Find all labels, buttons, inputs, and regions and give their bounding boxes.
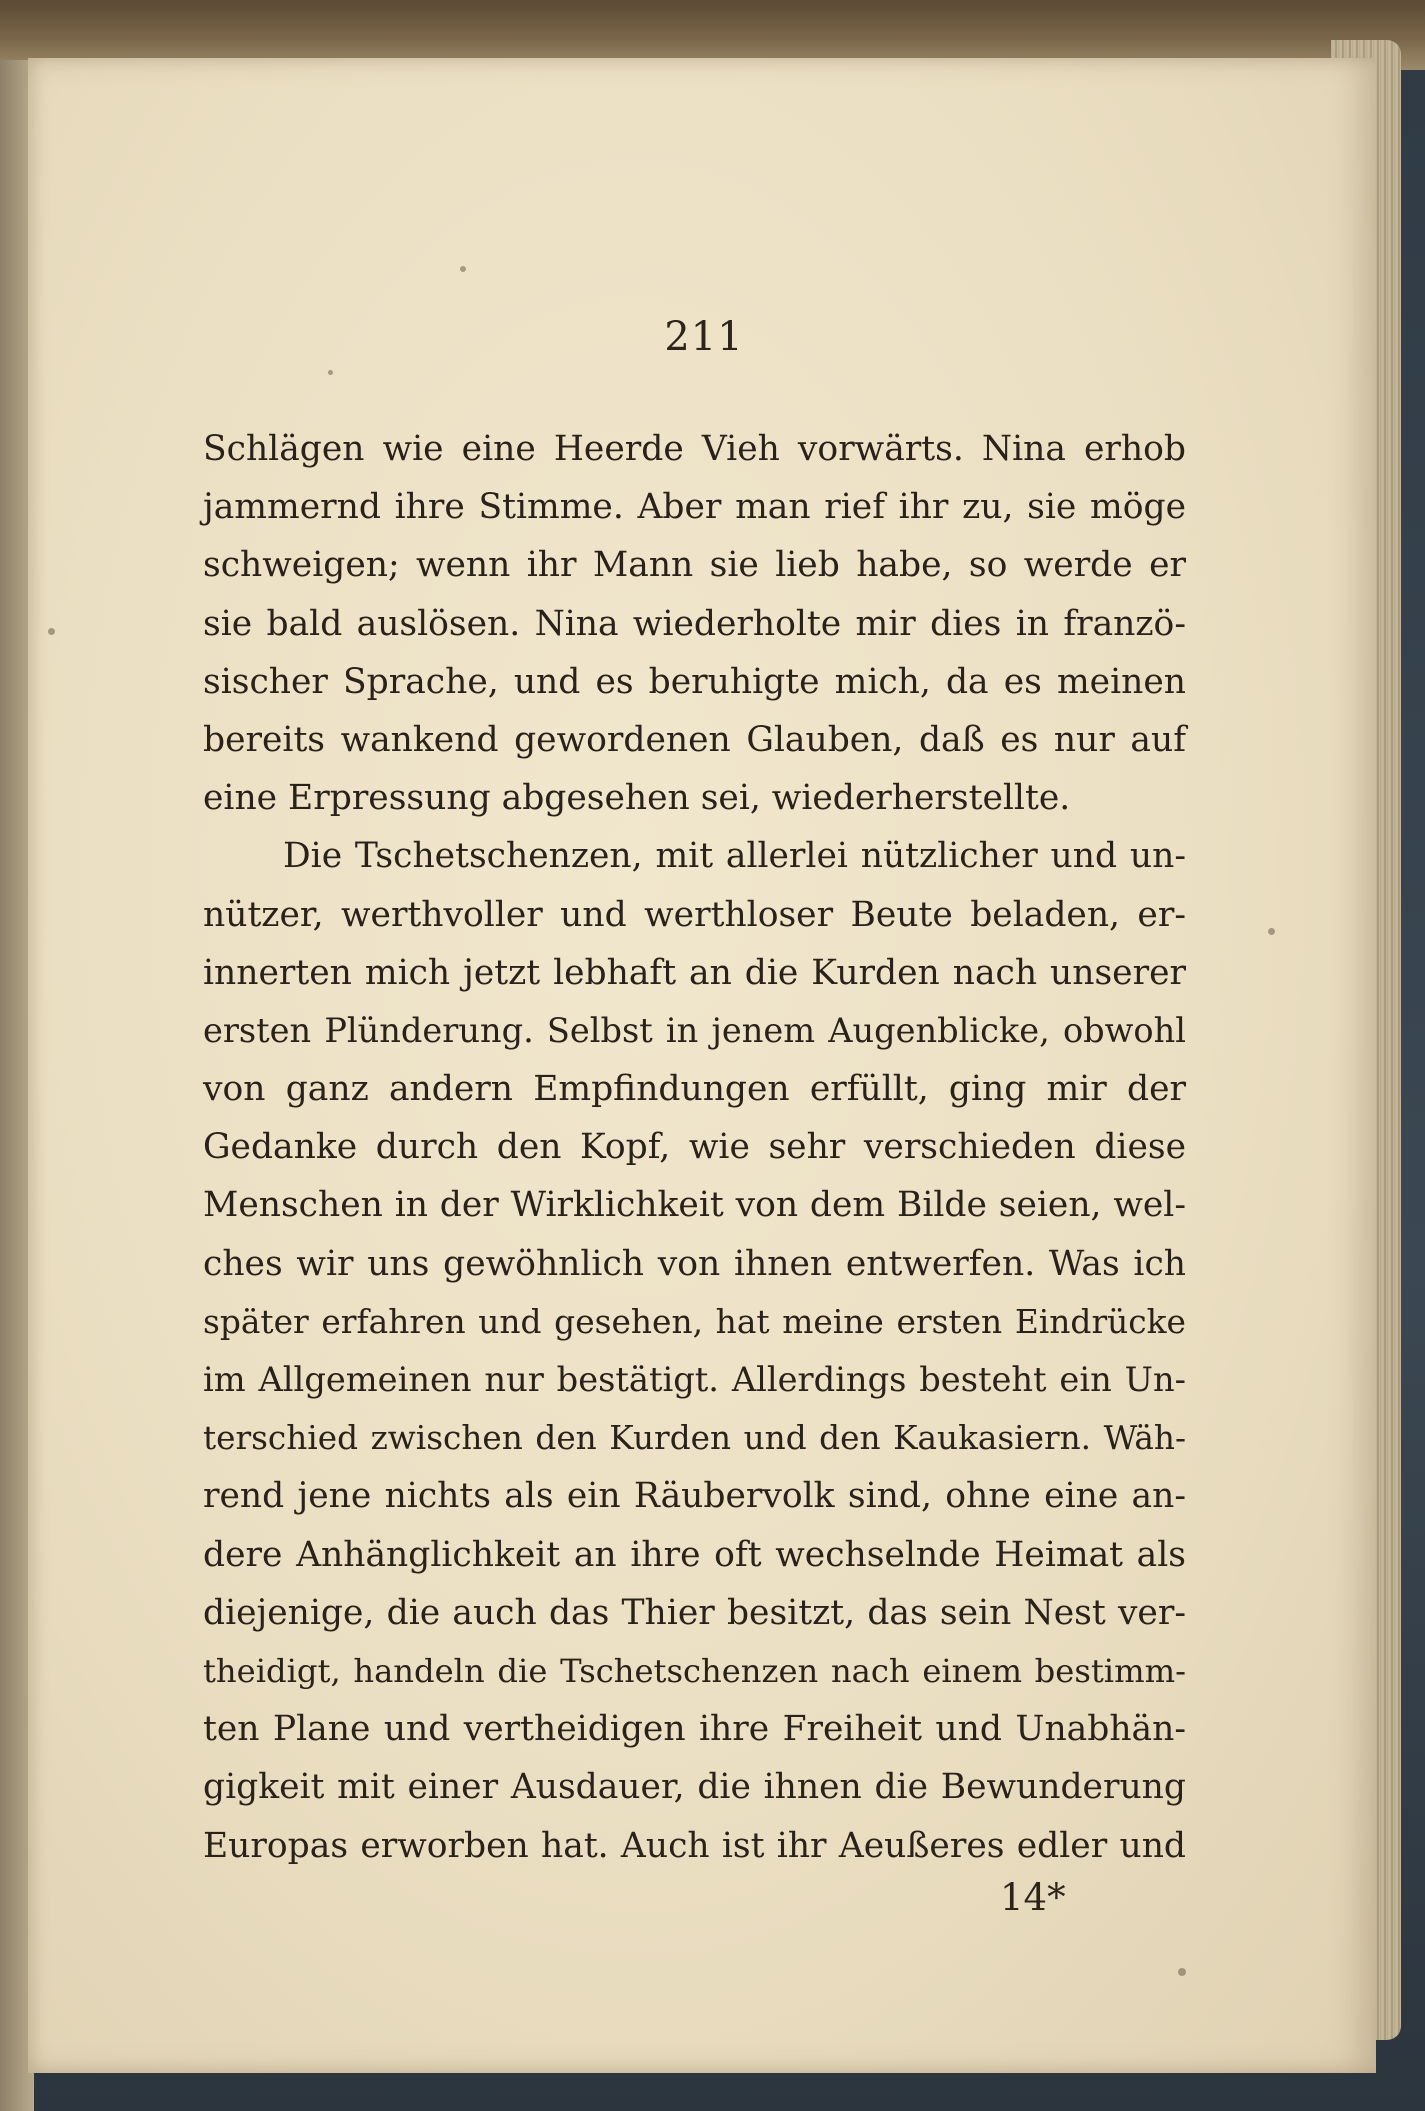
paper-speck bbox=[1268, 928, 1275, 935]
text-line: schweigen; wenn ihr Mann sie lieb habe, so werde er bbox=[203, 545, 1186, 586]
text-line: Europas erworben hat. Auch ist ihr Aeußeres edler und bbox=[203, 1825, 1186, 1866]
text-line: Menschen in der Wirklichkeit von dem Bilde seien, wel- bbox=[203, 1185, 1186, 1226]
text-line: rend jene nichts als ein Räubervolk sind, ohne eine an- bbox=[203, 1476, 1186, 1517]
page-number: 211 bbox=[664, 314, 744, 360]
text-line: ersten Plünderung. Selbst in jenem Augenblicke, obwohl bbox=[203, 1010, 1186, 1050]
text-line: Gedanke durch den Kopf, wie sehr verschieden diese bbox=[203, 1127, 1186, 1168]
text-line: Die Tschetschenzen, mit allerlei nützlicher und un- bbox=[283, 836, 1186, 877]
paper-speck bbox=[460, 266, 466, 272]
text-line: diejenige, die auch das Thier besitzt, das sein Nest ver- bbox=[203, 1592, 1186, 1633]
text-line: bereits wankend gewordenen Glauben, daß es nur auf bbox=[203, 719, 1186, 760]
body-text bbox=[203, 420, 1186, 1875]
text-line: ches wir uns gewöhnlich von ihnen entwerfen. Was ich bbox=[203, 1243, 1186, 1284]
text-line: sie bald auslösen. Nina wiederholte mir dies in franzö- bbox=[203, 603, 1186, 644]
text-line: eine Erpressung abgesehen sei, wiederherstellte. bbox=[203, 778, 1071, 819]
text-line: sischer Sprache, und es beruhigte mich, da es meinen bbox=[203, 661, 1186, 702]
text-line: nützer, werthvoller und werthloser Beute beladen, er- bbox=[203, 894, 1186, 935]
text-line: von ganz andern Empfindungen erfüllt, ging mir der bbox=[203, 1069, 1186, 1110]
paper-speck bbox=[1178, 1968, 1186, 1976]
text-line: gigkeit mit einer Ausdauer, die ihnen die Bewunderung bbox=[203, 1767, 1186, 1808]
text-line: theidigt, handeln die Tschetschenzen nach einem bestimm- bbox=[203, 1651, 1186, 1690]
paper-speck bbox=[48, 628, 55, 635]
text-line: Schlägen wie eine Heerde Vieh vorwärts. Nina erhob bbox=[203, 429, 1186, 469]
text-line: im Allgemeinen nur bestätigt. Allerdings besteht ein Un- bbox=[203, 1360, 1186, 1399]
signature-mark: 14* bbox=[1000, 1876, 1066, 1919]
paper-speck bbox=[328, 370, 333, 375]
text-line: jammernd ihre Stimme. Aber man rief ihr zu, sie möge bbox=[203, 487, 1186, 528]
text-line: dere Anhänglichkeit an ihre oft wechselnde Heimat als bbox=[203, 1534, 1186, 1575]
text-line: ten Plane und vertheidigen ihre Freiheit und Unabhän- bbox=[203, 1709, 1186, 1750]
text-line: terschied zwischen den Kurden und den Kaukasiern. Wäh- bbox=[203, 1419, 1186, 1458]
text-line: später erfahren und gesehen, hat meine ersten Eindrücke bbox=[203, 1302, 1186, 1341]
text-line: innerten mich jetzt lebhaft an die Kurden nach unserer bbox=[203, 952, 1186, 993]
book-page bbox=[28, 58, 1376, 2073]
